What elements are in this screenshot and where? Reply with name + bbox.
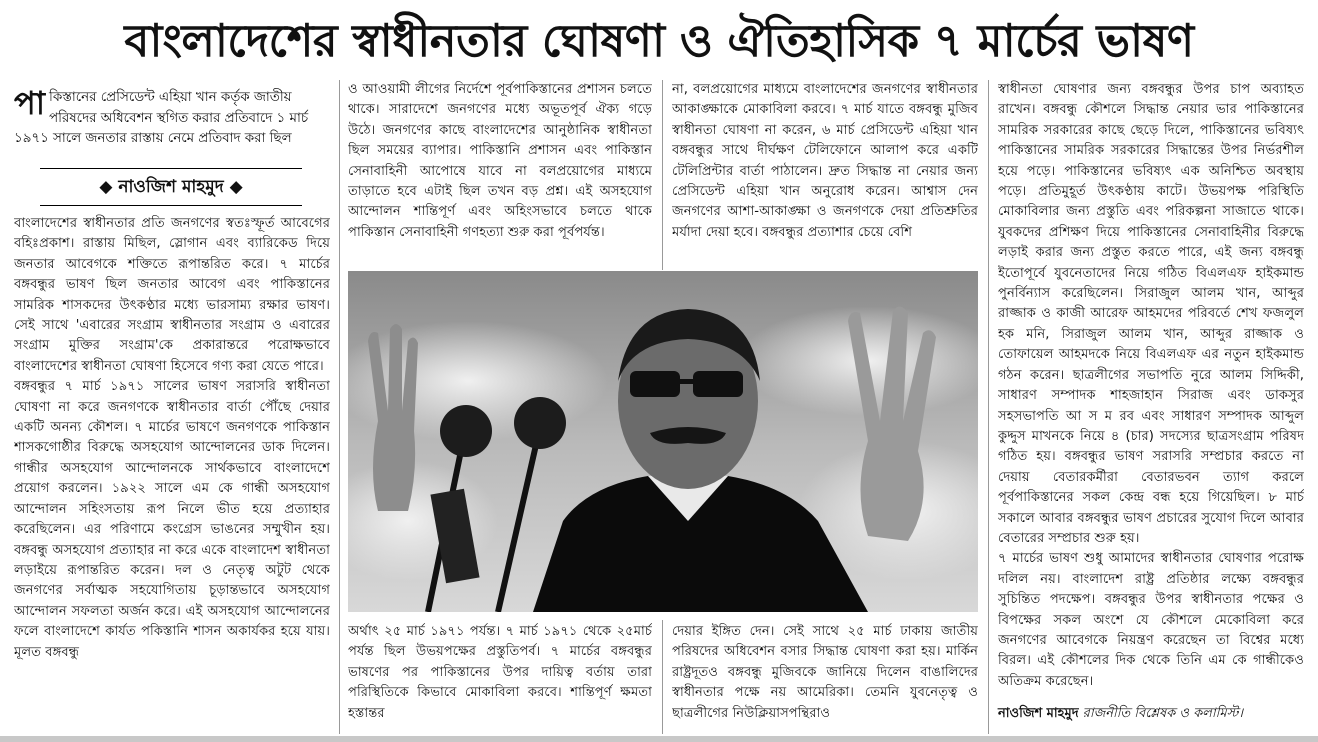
- author-role: রাজনীতি বিশ্লেষক ও কলামিস্ট।: [1082, 706, 1244, 721]
- paragraph: বাংলাদেশের স্বাধীনতার প্রতি জনগণের স্বতঃস্ফূর্ত আবেগের বহিঃপ্রকাশ। রাস্তায় মিছিল, স্লোগান এবং ব্যারিকেড দিয়ে জনতার আবেগকে শক্তিতে রূপান্তরিত করে। ৭ মার্চের বঙ্গবন্ধুর ভাষণ ছিল জনতার আবেগ এবং পাকিস্তানের সামরিক শাসকদের উৎকণ্ঠার মধ্যে ভারসাম্য রক্ষার ভাষণ। সেই সাথে 'এবারের সংগ্রাম স্বাধীনতার সংগ্রাম ও এবারের সংগ্রাম মুক্তির সংগ্রাম'কে প্রকারান্তরে পরোক্ষভাবে বাংলাদেশের স্বাধীনতা ঘোষণা হিসেবে গণ্য করা যেতে পারে।: [14, 216, 330, 374]
- paragraph: না, বলপ্রয়োগের মাধ্যমে বাংলাদেশের জনগণের স্বাধীনতার আকাঙ্ক্ষাকে মোকাবিলা করবে। ৭ মার্চ যাতে বঙ্গবন্ধু মুজিব স্বাধীনতা ঘোষণা না করেন, ৬ মার্চ প্রেসিডেন্ট এহিয়া খান বঙ্গবন্ধুর সাথে দীর্ঘক্ষণ টেলিফোনে আলাপ করে একটি টেলিপ্রিন্টার বার্তা পাঠালেন। দ্রুত সিদ্ধান্ত না নেয়ার জন্য প্রেসিডেন্ট এহিয়া খান অনুরোধ করেন। আশ্বাস দেন জনগণের আশা-আকাঙ্ক্ষা ও জনগণকে দেয়া প্রতিশ্রুতির মর্যাদা দেয়া হবে। বঙ্গবন্ধুর প্রত্যাশার চেয়ে বেশি: [672, 82, 978, 240]
- paragraph: ও আওয়ামী লীগের নির্দেশে পূর্বপাকিস্তানের প্রশাসন চলতে থাকে। সারাদেশে জনগণের মধ্যে অভূতপূর্ব ঐক্য গড়ে উঠে। জনগণের কাছে বাংলাদেশের আনুষ্ঠানিক স্বাধীনতা ছিল সময়ের ব্যাপার। পাকিস্তানি প্রশাসন এবং পাকিস্তান সেনাবাহিনী আপোষে যাবে না বলপ্রয়োগের মাধ্যমে তাড়াতে হবে এটাই ছিল তখন বড় প্রশ্ন। এই অসহযোগ আন্দোলন শান্তিপূর্ণ এবং অহিংসভাবে চলতে থাকে পাকিস্তান সেনাবাহিনী গণহত্যা শুরু করা পূর্বপর্যন্ত।: [348, 82, 652, 240]
- column-3-bottom: [672, 622, 978, 722]
- column-1-body: [14, 214, 330, 722]
- column-rule: [339, 80, 340, 734]
- byline: ◆ নাওজিশ মাহমুদ ◆: [40, 168, 302, 206]
- paragraph: ৭ মার্চের ভাষণ শুধু আমাদের স্বাধীনতার ঘোষণার পরোক্ষ দলিল নয়। বাংলাদেশ রাষ্ট্র প্রতিষ্ঠার লক্ষ্যে বঙ্গবন্ধুর সুচিন্তিত পদক্ষেপ। বঙ্গবন্ধুর উপর স্বাধীনতার পক্ষের ও বিপক্ষের সকল অংশে যে কৌশলে মেকোবিলা করে জনগণের আবেগকে নিয়ন্ত্রণ করেছেন তা বিশ্বের মধ্যে বিরল। এই কৌশলের দিক থেকে তিনি এম কে গান্ধীকেও অতিক্রম করেছেন।: [998, 551, 1304, 689]
- column-2-bottom: [348, 622, 652, 722]
- column-rule: [662, 620, 663, 734]
- headline: বাংলাদেশের স্বাধীনতার ঘোষণা ও ঐতিহাসিক ৭ মার্চের ভাষণ: [124, 14, 1194, 67]
- column-4-body: [998, 80, 1304, 692]
- drop-cap: পা: [14, 88, 46, 122]
- column-3-top: [672, 80, 978, 263]
- lede-text: কিস্তানের প্রেসিডেন্ট এহিয়া খান কর্তৃক জাতীয় পরিষদের অধিবেশন স্থগিত করার প্রতিবাদে ১ মার্চ ১৯৭১ সালে জনতার রাস্তায় নেমে প্রতিবাদ করা ছিল: [14, 90, 309, 146]
- paragraph: দেয়ার ইঙ্গিত দেন। সেই সাথে ২৫ মার্চ ঢাকায় জাতীয় পরিষদের অধিবেশন বসার সিদ্ধান্ত ঘোষণা করা হয়। মার্কিন রাষ্ট্রদূতও বঙ্গবন্ধু মুজিবকে জানিয়ে দিলেন বাঙালিদের স্বাধীনতার পক্ষে নয় আমেরিকা। তেমনি যুবনেতৃত্ব ও ছাত্রলীগের নিউক্লিয়াসপন্থিরাও: [672, 624, 978, 721]
- paragraph: স্বাধীনতা ঘোষণার জন্য বঙ্গবন্ধুর উপর চাপ অব্যাহত রাখেন। বঙ্গবন্ধু কৌশলে সিদ্ধান্ত নেয়ার ভার পাকিস্তানের সামরিক সরকারের কাছে ছেড়ে দিলে, পাকিস্তানের ভবিষ্যৎ পাকিস্তানের সামরিক সরকারের সিদ্ধান্তের উপর নির্ভরশীল হয়ে পড়ে। পাকিস্তানের ভবিষ্যৎ এক অনিশ্চিত অবস্থায় পড়ে। প্রতিমুহূর্ত উৎকণ্ঠায় কাটে। উভয়পক্ষ পরিস্থিতি মোকাবিলার জন্য প্রস্তুতি এবং পরিকল্পনা সাজাতে থাকে। যুবকদের প্রশিক্ষণ দিয়ে পাকিস্তানের সেনাবাহিনীর বিরুদ্ধে লড়াই করার জন্য প্রস্তুত করতে পারে, এই জন্য বঙ্গবন্ধু ইতোপূর্বে যুবনেতাদের নিয়ে গঠিত বিএলএফ হাইকমান্ড পুনর্বিন্যাস করেছিলেন। সিরাজুল আলম খান, আব্দুর রাজ্জাক ও কাজী আরেফ আহমদের পরিবর্তে শেখ ফজলুল হক মনি, সিরাজুল আলম খান, আব্দুর রাজ্জাক ও তোফায়েল আহমদকে নিয়ে বিএলএফ এর নতুন হাইকমান্ড গঠন করেন। ছাত্রলীগের সভাপতি নুরে আলম সিদ্দিকী, সাধারণ সম্পাদক শাহজাহান সিরাজ এবং ডাকসুর সহসভাপতি আ স ম রব এবং সাধারণ সম্পাদক আব্দুল কুদ্দুস মাখনকে নিয়ে ৪ (চার) সদস্যের ছাত্রসংগ্রাম পরিষদ গঠিত হয়। বঙ্গবন্ধুর ভাষণ সরাসরি সম্প্রচার করতে না দেয়ায় বেতারকর্মীরা বেতারভবন ত্যাগ করলে পূর্বপাকিস্তানের সকল কেন্দ্র বন্ধ হয়ে গিয়েছিল। ৮ মার্চ সকালে আবার বঙ্গবন্ধুর ভাষণ প্রচারের সুযোগ দিলে আবার বেতারের সম্প্রচার শুরু হয়।: [998, 82, 1304, 546]
- page-bottom-bar: [0, 736, 1318, 742]
- column-2-top: [348, 80, 652, 263]
- bangabandhu-speech-photo: [348, 271, 978, 612]
- author-name: নাওজিশ মাহমুদ: [998, 706, 1079, 721]
- column-rule: [988, 80, 989, 734]
- lede-paragraph: [14, 88, 330, 150]
- author-footer: [998, 704, 1308, 725]
- column-rule: [662, 80, 663, 270]
- paragraph: অর্থাৎ ২৫ মার্চ ১৯৭১ পর্যন্ত। ৭ মার্চ ১৯৭১ থেকে ২৫মার্চ পর্যন্ত ছিল উভয়পক্ষের প্রস্তুতিপর্ব। ৭ মার্চের বঙ্গবন্ধুর ভাষণের পর পাকিস্তানের উপর দায়িত্ব বর্তায় তারা পরিস্থিতিকে কিভাবে মোকাবিলা করবে। শান্তিপূর্ণ ক্ষমতা হস্তান্তর: [348, 624, 652, 721]
- paragraph: বঙ্গবন্ধুর ৭ মার্চ ১৯৭১ সালের ভাষণ সরাসরি স্বাধীনতা ঘোষণা না করে জনগণকে স্বাধীনতার বার্তা পৌঁছে দেয়ার একটি অনন্য কৌশল। ৭ মার্চের ভাষণে জনগণকে পাকিস্তান শাসকগোষ্ঠীর বিরুদ্ধে অসহযোগ আন্দোলনের ডাক দিলেন। গান্ধীর অসহযোগ আন্দোলনকে সার্থকভাবে বাংলাদেশে প্রয়োগ করলেন। ১৯২২ সালে এম কে গান্ধী অসহযোগ আন্দোলন সহিংসতায় রূপ নিলে ভীত হয়ে প্রত্যাহার করেছিলেন। এর পরিণামে কংগ্রেস ভাঙনের সম্মুখীন হয়। বঙ্গবন্ধু অসহযোগ প্রত্যাহার না করে একে বাংলাদেশ স্বাধীনতা লড়াইয়ে রূপান্তরিত করেন। দল ও নেতৃত্ব অটুট থেকে জনগণের সর্বাত্মক সহযোগিতায় চূড়ান্তভাবে অসহযোগ আন্দোলন সফলতা অর্জন করে। এই অসহযোগ আন্দোলনের ফলে বাংলাদেশে কার্যত পকিস্তানি শাসন অকার্যকর হয়ে যায়। মূলত বঙ্গবন্ধু: [14, 379, 330, 660]
